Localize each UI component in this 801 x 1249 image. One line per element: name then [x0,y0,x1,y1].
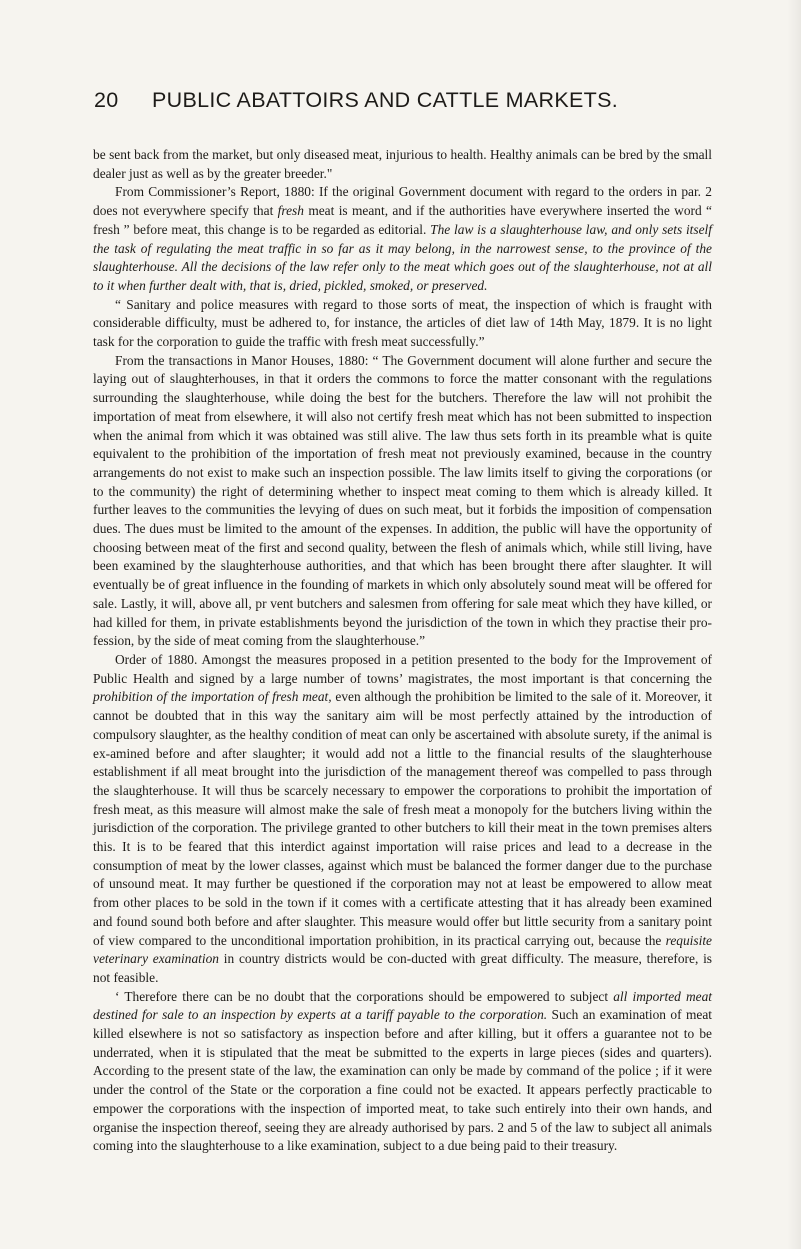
paragraph-2 [93,183,712,295]
italic-run: requisite veterinary examination [93,932,712,967]
paragraph-6 [93,988,712,1156]
text-run: even although the prohibition be limited to the sale of it. Moreover, it cannot be doubted that in this way the sanitary aim will be most perfectly attained by the introduction of compulsory slaughter, as the healthy condition of meat can only be ascertained with absolute surety, if the animal is ex-amined before and after slaughter; it would add not a little to the financial results of the slaughterhouse establishment if all meat brought into the jurisdiction of the management thereof was compelled to pass through the slaughterhouse. It will thus be scarcely necessary to empower the corporations to prohibit the importation of fresh meat, as this measure will almost make the sale of fresh meat a monopoly for the butchers living within the jurisdiction of the corporation. The privilege granted to other butchers to kill their meat in the town premises alters this. It is to be feared that this interdict against importation will raise prices and lead to a decrease in the consumption of meat by the lower classes, against which must be balanced the former danger due to the purchase of unsound meat. It may further be questioned if the corporation may not at least be empowered to allow meat from other places to be sold in the town if it comes with a certificate attesting that it has already been examined and found sound both before and after slaughter. This measure would offer but little security from a sanitary point of view compared to the unconditional importation prohibition, in its practical carrying out, because the [93,689,712,948]
text-run: Such an examination of meat killed elsewhere is not so satisfactory as inspection before and after killing, but it offers a guarantee not to be underrated, when it is stipulated that the meat be submitted to the experts in large pieces (sides and quarters). According to the present state of the law, the examination can only be made by command of the police ; if it were under the control of the State or the corporation a fine could not be exacted. It appears perfectly practicable to empower the corporations with the inspection of imported meat, to take such entirely into their own hands, and organise the inspection thereof, seeing they are already authorised by pars. 2 and 5 of the law to subject all animals coming into the slaughterhouse to a like examination, subject to a due being paid to their treasury. [93,1007,712,1154]
paragraph-3 [93,296,712,352]
text-run: meat is meant, and if the authorities have everywhere inserted the word “ fresh ” before meat, this change is to be regarded as editorial. [93,203,712,237]
paragraph-1 [93,146,712,183]
text-run: be sent back from the market, but only diseased meat, injurious to health. Healthy animals can be bred by the small dealer just as well as by the greater breeder." [93,147,712,181]
text-run: in country districts would be con-ducted with great difficulty. The measure, therefore, is not feasible. [93,951,713,985]
text-run: From Commissioner’s Report, 1880: If the original Government document with regard to the orders in par. 2 does not everywhere specify that [93,184,712,219]
italic-run: all imported meat destined for sale to an inspection by experts at a tariff payable to the corporation. [93,988,712,1023]
italic-run: The law is a slaughterhouse law, and only sets itself the task of regulating the meat traffic in so far as it may belong, in the narrowest sense, to the province of the slaughterhouse. All the decisions of the law refer only to the meat which goes out of the slaughterhouse, not at all to it when further dealt with, that is, dried, pickled, smoked, or preserved. [93,221,712,293]
text-run: From the transactions in Manor Houses, 1880: “ The Government document will alone further and secure the laying out of slaughterhouses, in that it orders the commons to force the matter consonant with the regulations surrounding the slaughterhouse, while doing the best for the butchers. Therefore the law will not prohibit the importation of meat from elsewhere, it will also not certify fresh meat which has not been submitted to inspection when the animal from which it was obtained was still alive. The law thus sets forth in its preamble what is quite equivalent to the prohibition of the importation of fresh meat not previously examined, because in the country arrangements do not exist to make such an inspection possible. The law limits itself to giving the corporations (or to the community) the right of determining whether to inspect meat coming to them which is already killed. It further leaves to the communities the levying of dues on such meat, but it forbids the imposition of compensation dues. The dues must be limited to the amount of the expenses. In addition, the public will have the opportunity of choosing between meat of the first and second quality, between the flesh of animals which, while still living, have been examined by the slaughterhouse authorities, and that which has been brought there after slaughter. It will eventually be of great influence in the founding of markets in which only absolutely sound meat will be offered for sale. Lastly, it will, above all, pr vent butchers and salesmen from offering for sale meat which they have killed, or had killed for them, in private establishments beyond the jurisdiction of the town in which they practise their pro-fession, by the side of meat coming from the slaughterhouse.” [93,352,712,649]
running-title: PUBLIC ABATTOIRS AND CATTLE MARKETS. [152,88,618,112]
paragraph-4 [93,352,712,651]
scan-edge-shadow [787,0,801,1249]
paragraph-5 [93,651,712,988]
italic-run: prohibition of the importation of fresh meat, [93,689,332,705]
text-run: “ Sanitary and police measures with regard to those sorts of meat, the inspection of which is fraught with considerable difficulty, must be adhered to, for instance, the articles of diet law of 14th May, 1879. It is no light task for the corporation to guide the traffic with fresh meat successfully.” [93,296,712,350]
text-run: ‘ Therefore there can be no doubt that the corporations should be empowered to subject [115,988,614,1004]
page-number: 20 [94,88,119,112]
page-body-text [93,146,712,1156]
text-run: Order of 1880. Amongst the measures proposed in a petition presented to the body for the Improvement of Public Health and signed by a large number of towns’ magistrates, the most important is that concerning the [93,651,712,686]
italic-run: fresh [277,203,304,219]
